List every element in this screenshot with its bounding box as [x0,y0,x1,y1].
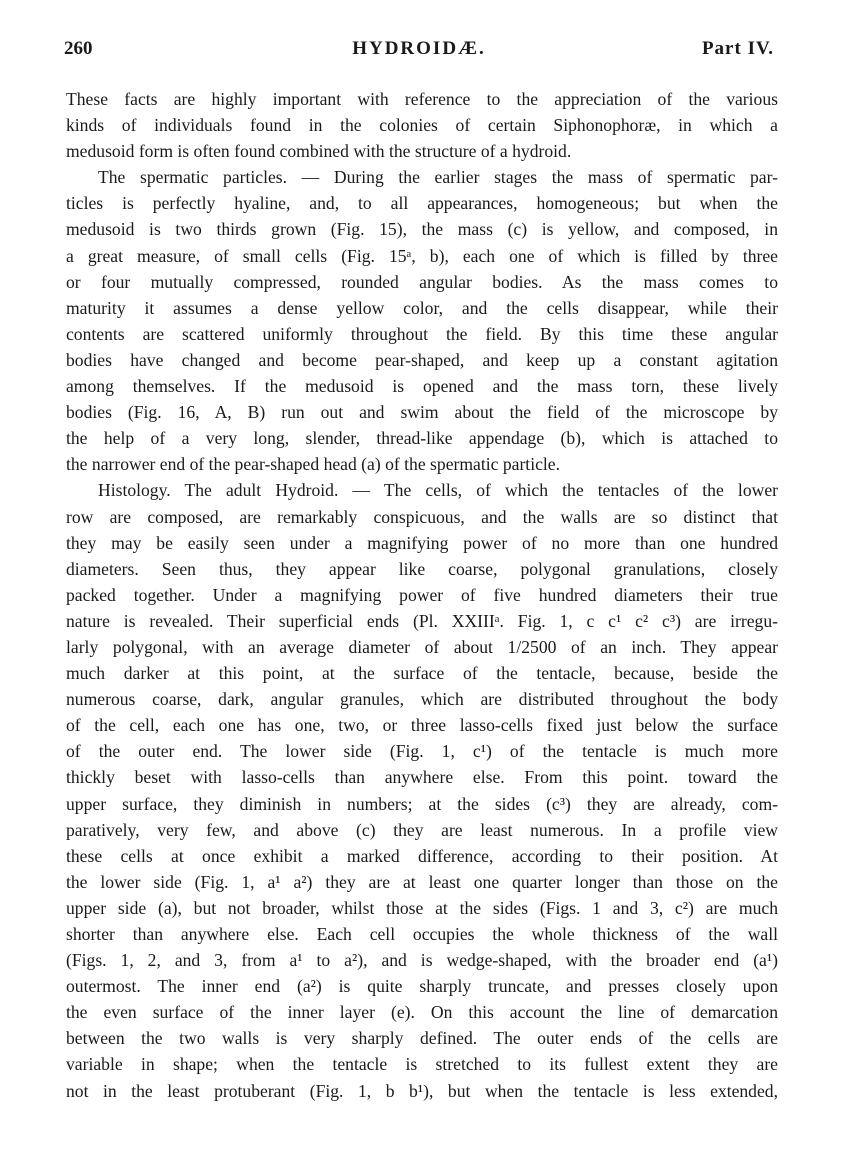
text-line: variable in shape; when the tentacle is stretched to its fullest extent they are [66,1054,778,1075]
text-line: numerous coarse, dark, angular granules, which are distributed throughout the body [66,689,778,710]
text-line: they may be easily seen under a magnifying power of no more than one hundred [66,532,778,553]
text-line: paratively, very few, and above (c) they are least numerous. In a profile view [66,819,778,840]
text-line: shorter than anywhere else. Each cell occupies the whole thickness of the wall [66,924,778,944]
text-line: outermost. The inner end (a²) is quite sharply truncate, and presses closely upon [66,976,778,997]
text-line: among themselves. If the medusoid is opened and the mass torn, these lively [66,376,778,397]
text-line: diameters. Seen thus, they appear like coarse, polygonal granulations, closely [66,558,778,579]
text-line: the even surface of the inner layer (e). On this account the line of demarcation [66,1002,778,1023]
text-line: or four mutually compressed, rounded angular bodies. As the mass comes to [66,271,778,292]
text-line: Histology. The adult Hydroid. — The cells, of which the tentacles of the lower [98,480,778,501]
text-line: thickly beset with lasso-cells than anywhere else. From this point. toward the [66,767,778,788]
text-line: (Figs. 1, 2, and 3, from a¹ to a²), and is wedge-shaped, with the broader end (a¹) [66,950,778,971]
text-line: the lower side (Fig. 1, a¹ a²) they are at least one quarter longer than those on the [66,871,778,892]
text-line: medusoid form is often found combined with the structure of a hydroid. [66,141,572,162]
text-line: medusoid is two thirds grown (Fig. 15), the mass (c) is yellow, and composed, in [66,219,778,240]
text-line: much darker at this point, at the surface of the tentacle, because, beside the [66,663,778,684]
text-line: The spermatic particles. — During the earlier stages the mass of spermatic par- [98,167,778,188]
text-line: nature is revealed. Their superficial ends (Pl. XXIIIᵃ. Fig. 1, c c¹ c² c³) are irregu- [66,610,778,631]
text-line: row are composed, are remarkably conspicuous, and the walls are so distinct that [66,506,778,527]
page-number: 260 [64,38,93,59]
text-line: bodies (Fig. 16, A, B) run out and swim about the field of the microscope by [66,402,778,423]
body-text [66,86,778,1104]
text-line: kinds of individuals found in the colonies of certain Siphonophoræ, in which a [66,115,778,136]
text-line: of the cell, each one has one, two, or three lasso-cells fixed just below the surface [66,715,778,736]
text-line: contents are scattered uniformly throughout the field. By this time these angular [66,323,778,344]
text-line: the narrower end of the pear-shaped head (a) of the spermatic particle. [66,454,560,475]
text-line: maturity it assumes a dense yellow color, and the cells disappear, while their [66,297,778,318]
text-line: not in the least protuberant (Fig. 1, b b¹), but when the tentacle is less extended, [66,1080,778,1101]
text-line: ticles is perfectly hyaline, and, to all appearances, homogeneous; but when the [66,193,778,214]
text-line: a great measure, of small cells (Fig. 15ᵃ, b), each one of which is filled by three [66,245,778,266]
part-label: Part IV. [701,38,774,59]
running-title: HYDROIDÆ. [352,38,486,59]
text-line: these cells at once exhibit a marked difference, according to their position. At [66,845,778,866]
text-line: These facts are highly important with reference to the appreciation of the various [66,89,778,109]
text-line: upper surface, they diminish in numbers; at the sides (c³) they are already, com- [66,793,778,814]
text-line: the help of a very long, slender, thread-like appendage (b), which is attached to [66,428,778,449]
text-line: bodies have changed and become pear-shaped, and keep up a constant agitation [66,349,778,370]
text-line: of the outer end. The lower side (Fig. 1, c¹) of the tentacle is much more [66,741,778,762]
text-line: packed together. Under a magnifying power of five hundred diameters their true [66,584,778,605]
text-line: larly polygonal, with an average diameter of about 1/2500 of an inch. They appear [66,636,778,657]
text-line: upper side (a), but not broader, whilst those at the sides (Figs. 1 and 3, c²) are much [66,897,778,918]
text-line: between the two walls is very sharply defined. The outer ends of the cells are [66,1028,778,1049]
running-header [64,38,774,68]
